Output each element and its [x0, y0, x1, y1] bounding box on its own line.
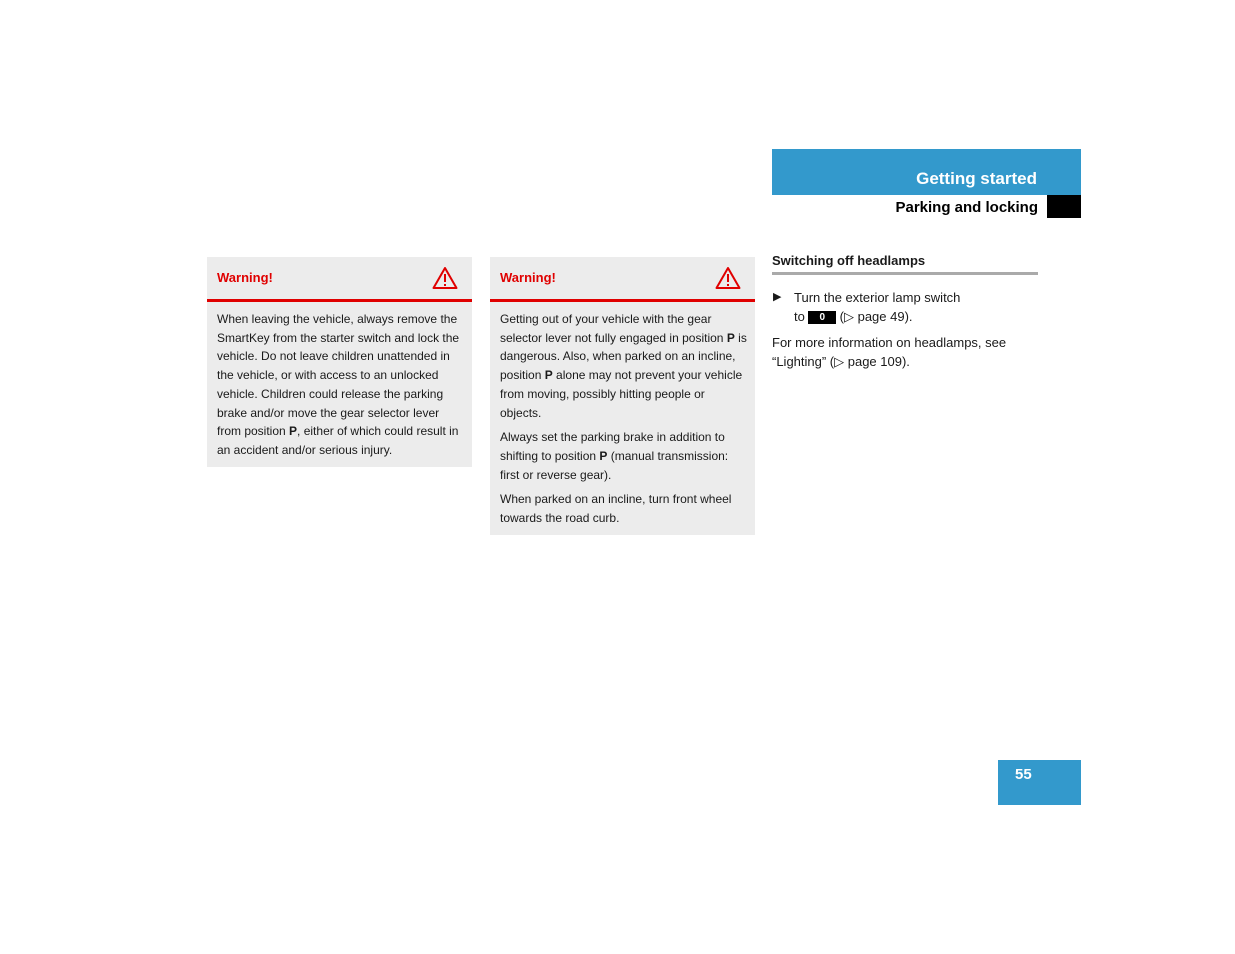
section-heading: Switching off headlamps	[772, 253, 1038, 275]
warning-body	[207, 302, 472, 467]
step-text: Turn the exterior lamp switch	[794, 290, 961, 305]
warning-box-1	[207, 257, 472, 467]
warning-title: Warning!	[217, 270, 273, 285]
warning-paragraph: When parked on an incline, turn front wheel towards the road curb.	[500, 492, 732, 526]
page-reference: “Lighting” (▷ page 109).	[772, 354, 910, 369]
info-paragraph: For more information on headlamps, see “Lighting” (▷ page 109).	[772, 335, 1007, 369]
chapter-title: Getting started	[916, 169, 1037, 188]
step-arrow-icon: ▶	[773, 291, 782, 303]
step-text: to	[794, 309, 805, 324]
chapter-header-bar	[772, 149, 1081, 195]
warning-box-2	[490, 257, 755, 535]
warning-title: Warning!	[500, 270, 556, 285]
page-reference: (▷ page 49).	[839, 309, 913, 324]
warning-triangle-icon	[715, 266, 741, 290]
instruction-step	[772, 288, 1038, 326]
headlamps-section	[772, 253, 1038, 371]
page-number-box	[998, 760, 1081, 805]
page-number: 55	[1015, 766, 1032, 783]
warning-header	[207, 257, 472, 302]
warning-paragraph: Always set the parking brake in addition to shifting to position P (manual transmission: first or reverse gear).	[500, 430, 729, 482]
section-marker	[1047, 195, 1081, 218]
warning-body	[490, 302, 755, 535]
section-title: Parking and locking	[895, 199, 1038, 216]
warning-paragraph: Getting out of your vehicle with the gear selector lever not fully engaged in position P is dangerous. Also, when parked on an incline, position P alone may not prevent your vehicle from moving, possibly hitting people or objects.	[500, 312, 747, 420]
switch-position-label: 0	[808, 311, 836, 324]
warning-paragraph: When leaving the vehicle, always remove the SmartKey from the starter switch and lock the vehicle. Do not leave children unattended in the vehicle, or with access to an unlocked vehicle. Children could release the parking brake and/or move the gear selector lever from position P, either of which could result in an accident and/or serious injury.	[217, 312, 460, 457]
warning-triangle-icon	[432, 266, 458, 290]
warning-header	[490, 257, 755, 302]
